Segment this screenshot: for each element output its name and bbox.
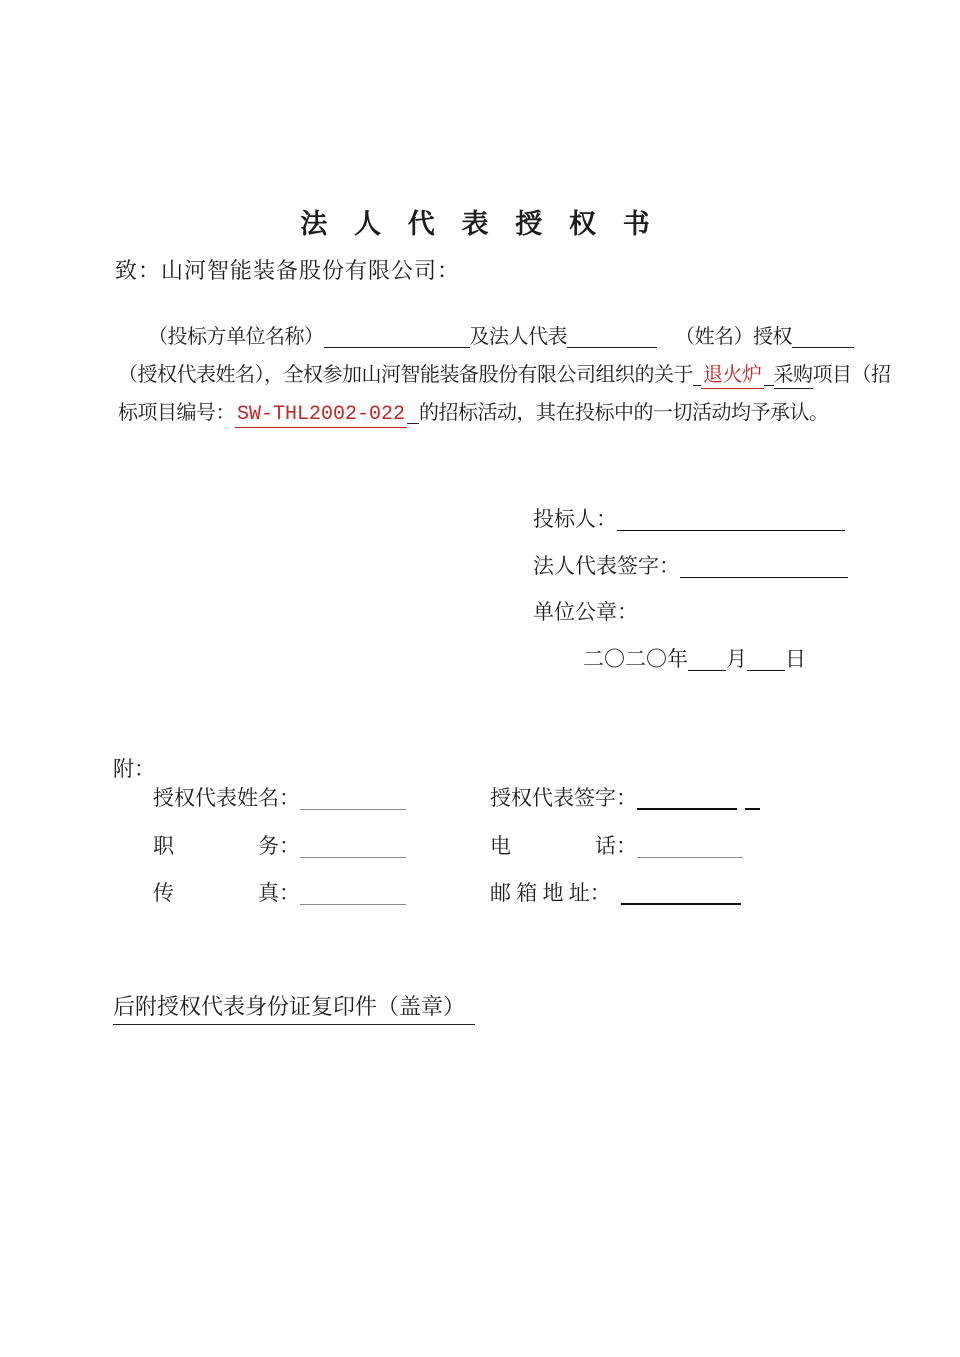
spacer	[657, 342, 675, 343]
date-day-text: 日	[785, 647, 806, 671]
phone-label: 电 话：	[490, 834, 637, 858]
mailbox-address-label: 邮 箱 地 址：	[490, 881, 611, 905]
project-name-highlight: 退火炉	[701, 358, 764, 389]
position-blank	[300, 855, 406, 858]
date-month-text: 月	[726, 647, 747, 671]
fax-label: 传 真：	[153, 881, 300, 905]
bidder-unit-name-label: （投标方单位名称）	[148, 326, 324, 348]
auth-rep-signature-blank-tail	[745, 806, 760, 810]
addressee-line: 致：山河智能装备股份有限公司：	[115, 258, 461, 283]
company-seal-label: 单位公章：	[533, 600, 638, 624]
bidder-row	[533, 503, 845, 533]
underlined-space	[693, 383, 701, 386]
phone-blank	[637, 855, 743, 858]
legal-rep-sign-label: 法人代表签字：	[533, 554, 680, 578]
underlined-space	[764, 383, 774, 386]
document-title: 法 人 代 表 授 权 书	[300, 209, 660, 239]
authorized-name-blank	[792, 345, 854, 348]
attachment-heading: 附：	[113, 757, 155, 781]
auth-rep-signature-blank	[637, 806, 737, 810]
date-row	[583, 643, 806, 673]
footer-note-id-copy: 后附授权代表身份证复印件（盖章）	[113, 990, 475, 1025]
mailbox-address-row	[490, 877, 741, 907]
company-seal-row	[533, 596, 638, 626]
auth-rep-signature-label: 授权代表签字：	[490, 786, 637, 810]
legal-rep-signature-row	[533, 550, 848, 580]
auth-rep-name-row	[153, 782, 406, 812]
auth-rep-name-label: 授权代表姓名：	[153, 786, 300, 810]
body-line-2-tail: 项目（招	[812, 364, 891, 386]
procurement-word-underlined: 采购	[774, 358, 813, 389]
position-label: 职 务：	[153, 834, 300, 858]
body-line-3-tail: 的招标活动，其在投标中的一切活动均予承认。	[419, 402, 829, 424]
project-code-value: SW-THL2002-022	[237, 403, 406, 426]
body-line-2-text: （授权代表姓名），全权参加山河智能装备股份有限公司组织的关于	[118, 364, 693, 386]
name-authorize-label: （姓名）授权	[675, 326, 792, 348]
date-month-blank	[688, 668, 726, 671]
bidder-unit-name-blank	[324, 345, 470, 348]
date-year-text: 二〇二〇年	[583, 647, 688, 671]
legal-rep-name-blank	[567, 345, 657, 348]
auth-rep-name-blank	[300, 807, 406, 810]
and-legal-rep-label: 及法人代表	[469, 326, 567, 348]
project-code-label: 标项目编号：	[118, 402, 235, 424]
fax-blank	[300, 902, 406, 905]
fax-row	[153, 877, 406, 907]
date-day-blank	[747, 668, 785, 671]
spacer	[611, 899, 621, 900]
bidder-label: 投标人：	[533, 507, 617, 531]
body-line-1	[148, 320, 854, 349]
position-row	[153, 830, 406, 860]
body-line-3	[118, 396, 829, 428]
bidder-blank	[617, 528, 845, 531]
underlined-space	[407, 421, 419, 424]
body-line-2	[118, 358, 891, 389]
auth-rep-signature-row	[490, 782, 760, 812]
mailbox-address-blank	[621, 901, 741, 905]
spacer	[737, 804, 745, 805]
phone-row	[490, 830, 743, 860]
legal-rep-signature-blank	[680, 575, 848, 578]
